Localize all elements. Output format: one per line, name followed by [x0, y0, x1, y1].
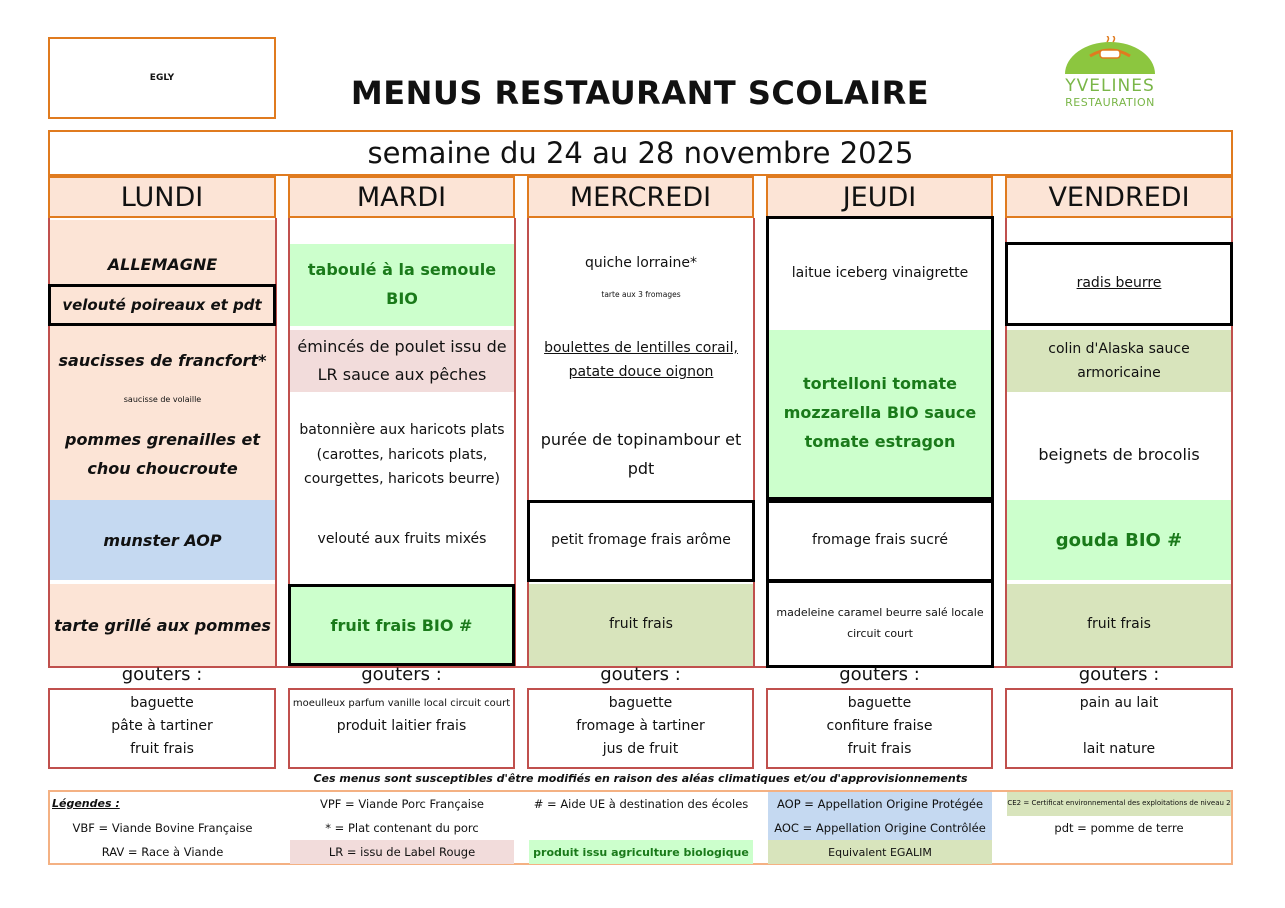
- legend-bio: produit issu agriculture biologique: [529, 840, 753, 864]
- lundi-dessert: tarte grillé aux pommes: [50, 584, 275, 666]
- gouters-lundi: [48, 688, 276, 769]
- legend-ce2: CE2 = Certificat environnemental des exploitations de niveau 2: [1007, 792, 1231, 816]
- gouters-label-vendredi: gouters :: [1078, 663, 1160, 685]
- gouter-item: baguette: [130, 695, 194, 711]
- legend-pdt: pdt = pomme de terre: [1054, 821, 1184, 835]
- page-title: MENUS RESTAURANT SCOLAIRE: [350, 74, 930, 112]
- legend-title: Légendes :: [52, 797, 120, 810]
- legend-aoc: AOC = Appellation Origine Contrôlée: [768, 816, 992, 840]
- lundi-theme: ALLEMAGNE: [107, 254, 218, 274]
- gouter-item: fromage à tartiner: [576, 718, 705, 734]
- mardi-dessert: fruit frais BIO #: [288, 584, 515, 666]
- legend-label-rouge: LR = issu de Label Rouge: [290, 840, 514, 864]
- day-header-vendredi: VENDREDI: [1005, 176, 1233, 218]
- gouters-label-jeudi: gouters :: [839, 663, 920, 685]
- vendredi-dessert: fruit frais: [1007, 584, 1231, 666]
- week-title: semaine du 24 au 28 novembre 2025: [48, 130, 1233, 176]
- legend-vbf: VBF = Viande Bovine Française: [72, 821, 253, 835]
- gouter-item: pâte à tartiner: [111, 718, 213, 734]
- mercredi-dessert: fruit frais: [529, 584, 753, 666]
- mercredi-entree-note: tarte aux 3 fromages: [601, 289, 681, 299]
- legend-egalim: Equivalent EGALIM: [768, 840, 992, 864]
- jeudi-plat: tortelloni tomate mozzarella BIO sauce tomate estragon: [769, 330, 991, 497]
- mardi-plat: émincés de poulet issu de LR sauce aux pêches: [290, 330, 514, 392]
- jeudi-dessert: madeleine caramel beurre salé locale circuit court: [766, 580, 994, 668]
- mercredi-entree: quiche lorraine*: [585, 255, 697, 272]
- gouter-item: baguette: [847, 695, 912, 711]
- mardi-laitage: velouté aux fruits mixés: [317, 531, 487, 548]
- vendredi-laitage: gouda BIO #: [1007, 500, 1231, 580]
- gouter-item: jus de fruit: [602, 741, 679, 757]
- mercredi-laitage: petit fromage frais arôme: [527, 500, 755, 582]
- legend-rav: RAV = Race à Viande: [101, 845, 224, 859]
- lundi-laitage: munster AOP: [50, 500, 275, 580]
- gouters-label-lundi: gouters :: [121, 663, 203, 685]
- gouters-jeudi: [766, 688, 993, 769]
- gouter-item: moeulleux parfum vanille local circuit court: [292, 698, 511, 709]
- day-header-mardi: MARDI: [288, 176, 515, 218]
- gouters-mardi: [288, 688, 515, 769]
- gouter-item: confiture fraise: [826, 718, 933, 734]
- yvelines-logo: [1040, 26, 1180, 118]
- lundi-accompagnement: pommes grenailles et chou choucroute: [64, 430, 260, 478]
- mardi-entree: taboulé à la semoule BIO: [290, 244, 514, 326]
- gouters-label-mardi: gouters :: [361, 663, 442, 685]
- jeudi-laitage: fromage frais sucré: [766, 500, 994, 582]
- day-header-lundi: LUNDI: [48, 176, 276, 218]
- mercredi-plat: boulettes de lentilles corail, patate douce oignon: [544, 339, 738, 380]
- logo-text-yvelines: YVELINES: [1065, 75, 1155, 96]
- legend-aide-ue: # = Aide UE à destination des écoles: [533, 797, 749, 811]
- school-name-box: [48, 37, 276, 119]
- school-name: EGLY: [149, 73, 175, 83]
- day-header-jeudi: JEUDI: [766, 176, 993, 218]
- gouter-item: lait nature: [1082, 741, 1156, 757]
- legend-vpf: VPF = Viande Porc Française: [319, 797, 485, 811]
- gouter-item: pain au lait: [1079, 695, 1159, 711]
- legend-aop: AOP = Appellation Origine Protégée: [768, 792, 992, 816]
- mercredi-accompagnement: purée de topinambour et pdt: [540, 430, 742, 478]
- lundi-plat-note: saucisse de volaille: [123, 395, 202, 405]
- vendredi-accompagnement: beignets de brocolis: [1038, 445, 1200, 465]
- gouter-item: fruit frais: [847, 741, 912, 757]
- lundi-entree: velouté poireaux et pdt: [48, 284, 276, 326]
- legend-porc: * = Plat contenant du porc: [325, 821, 479, 835]
- gouter-item: baguette: [608, 695, 673, 711]
- gouter-item: fruit frais: [130, 741, 194, 757]
- vendredi-entree: radis beurre: [1005, 242, 1233, 326]
- gouter-item: produit laitier frais: [336, 718, 467, 734]
- gouters-mercredi: [527, 688, 754, 769]
- mardi-accompagnement: batonnière aux haricots plats (carottes, haricots plats, courgettes, haricots beurre): [299, 422, 505, 488]
- logo-sun-icon: [1060, 36, 1160, 76]
- day-header-mercredi: MERCREDI: [527, 176, 754, 218]
- vendredi-plat: colin d'Alaska sauce armoricaine: [1007, 330, 1231, 392]
- jeudi-entree: laitue iceberg vinaigrette: [791, 265, 969, 282]
- logo-text-restauration: RESTAURATION: [1065, 95, 1155, 109]
- gouters-vendredi: [1005, 688, 1233, 769]
- disclaimer-note: Ces menus sont susceptibles d'être modifiés en raison des aléas climatiques et/ou d'approvisionnements: [313, 772, 968, 785]
- lundi-plat: saucisses de francfort*: [58, 350, 267, 370]
- gouters-label-mercredi: gouters :: [600, 663, 681, 685]
